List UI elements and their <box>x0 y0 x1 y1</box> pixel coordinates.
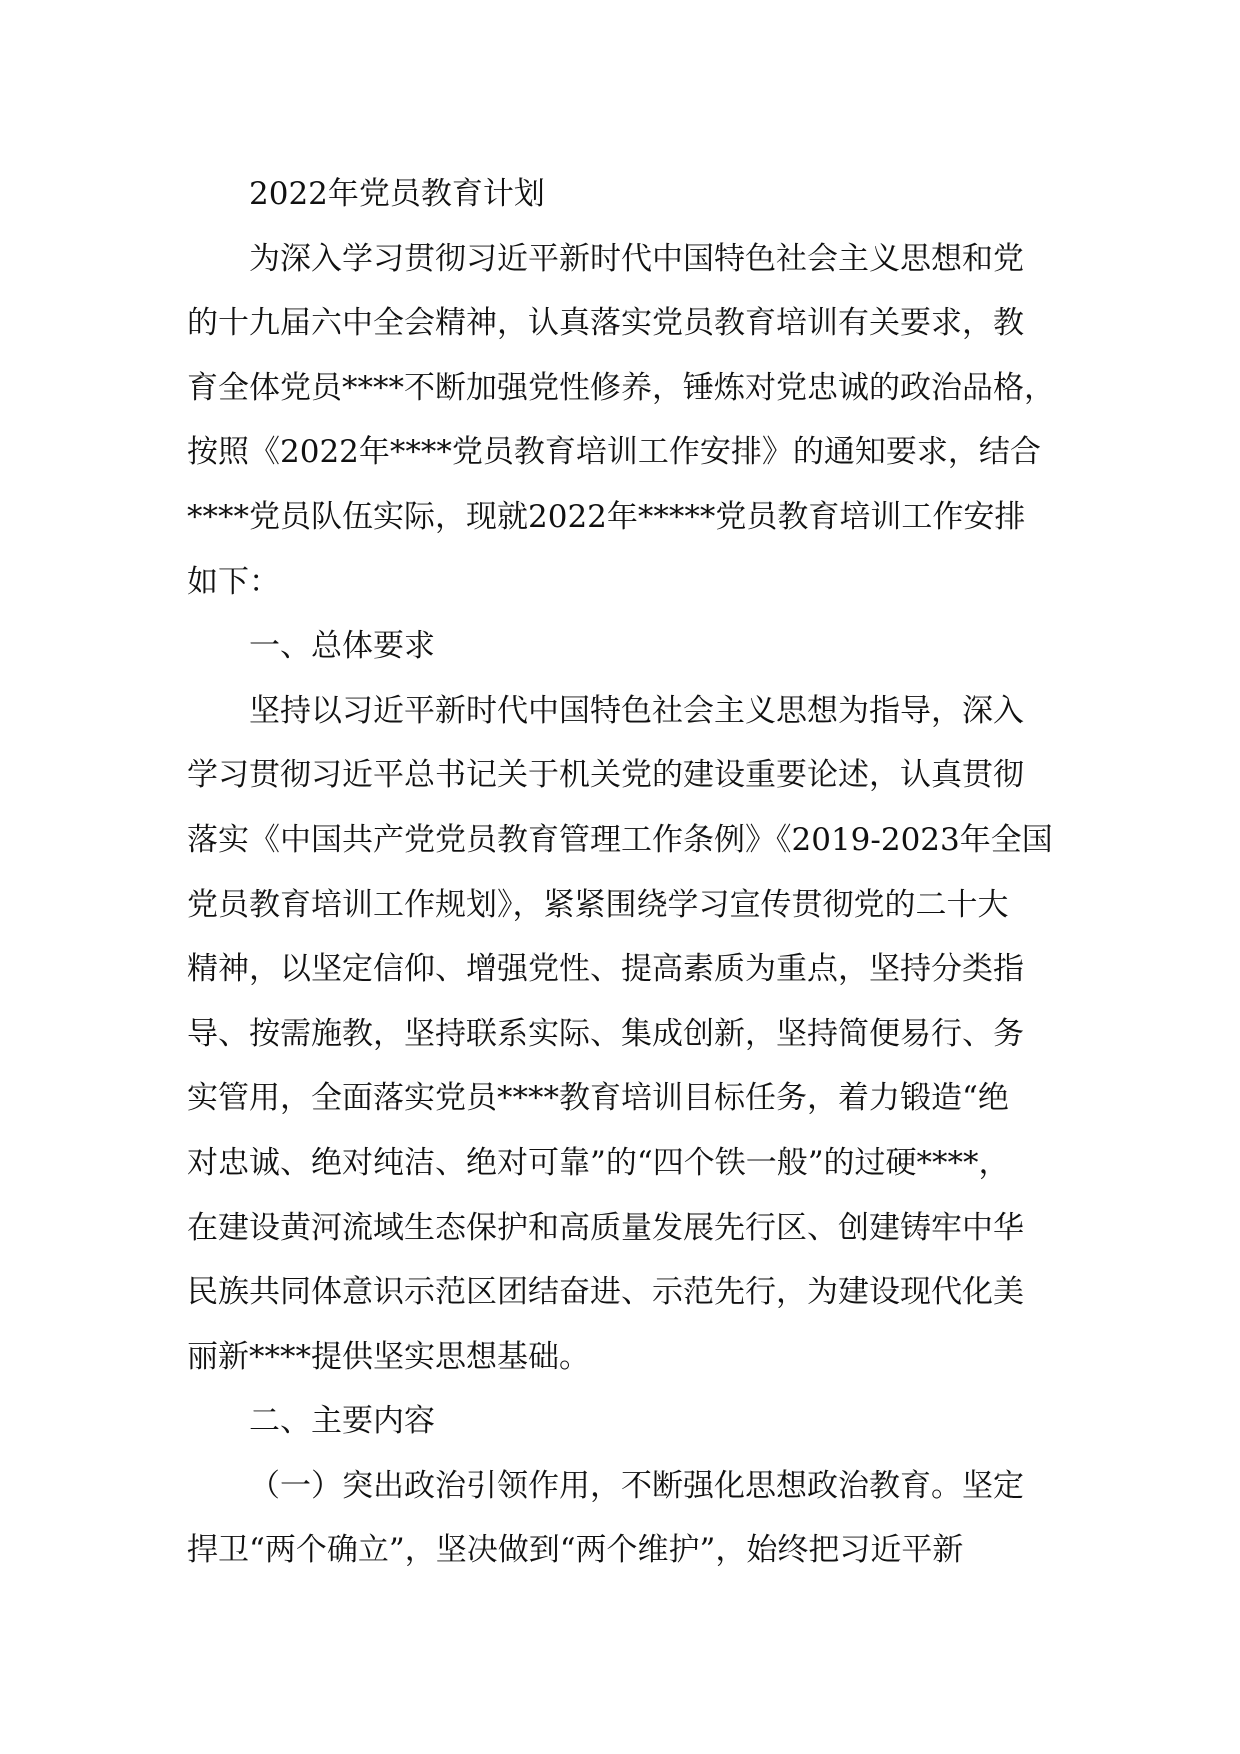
section1-line-3: 落实《中国共产党党员教育管理工作条例》《2019-2023年全国 <box>187 821 1053 858</box>
section1-line-10: 民族共同体意识示范区团结奋进、示范先行，为建设现代化美 <box>187 1274 1024 1311</box>
intro-line-6: 如下： <box>187 563 280 600</box>
document-title: 2022年党员教育计划 <box>249 176 545 212</box>
intro-line-5: ****党员队伍实际，现就2022年*****党员教育培训工作安排 <box>187 498 1026 535</box>
intro-line-3: 育全体党员****不断加强党性修养，锤炼对党忠诚的政治品格， <box>187 369 1055 406</box>
section1-line-8: 对忠诚、绝对纯洁、绝对可靠”的“四个铁一般”的过硬****， <box>187 1144 1010 1181</box>
intro-line-2: 的十九届六中全会精神，认真落实党员教育培训有关要求，教 <box>187 305 1024 342</box>
section-heading-main-content: 二、主要内容 <box>249 1403 435 1440</box>
section1-line-6: 导、按需施教，坚持联系实际、集成创新，坚持简便易行、务 <box>187 1015 1024 1052</box>
section1-line-2: 学习贯彻习近平总书记关于机关党的建设重要论述，认真贯彻 <box>187 757 1024 794</box>
intro-line-4: 按照《2022年****党员教育培训工作安排》的通知要求，结合 <box>187 434 1041 471</box>
section1-line-5: 精神，以坚定信仰、增强党性、提高素质为重点，坚持分类指 <box>187 951 1024 988</box>
section1-line-1: 坚持以习近平新时代中国特色社会主义思想为指导，深入 <box>249 692 1024 729</box>
section-heading-overall-requirements: 一、总体要求 <box>249 628 435 665</box>
section1-line-9: 在建设黄河流域生态保护和高质量发展先行区、创建铸牢中华 <box>187 1209 1024 1246</box>
section2-line-2: 捍卫“两个确立”，坚决做到“两个维护”，始终把习近平新 <box>187 1532 964 1569</box>
intro-line-1: 为深入学习贯彻习近平新时代中国特色社会主义思想和党 <box>249 240 1024 277</box>
section1-line-11: 丽新****提供坚实思想基础。 <box>187 1338 590 1375</box>
section1-line-7: 实管用，全面落实党员****教育培训目标任务，着力锻造“绝 <box>187 1080 1009 1117</box>
document-body <box>187 162 1063 1583</box>
section1-line-4: 党员教育培训工作规划》，紧紧围绕学习宣传贯彻党的二十大 <box>187 886 1009 923</box>
section2-line-1: （一）突出政治引领作用，不断强化思想政治教育。坚定 <box>249 1467 1024 1504</box>
